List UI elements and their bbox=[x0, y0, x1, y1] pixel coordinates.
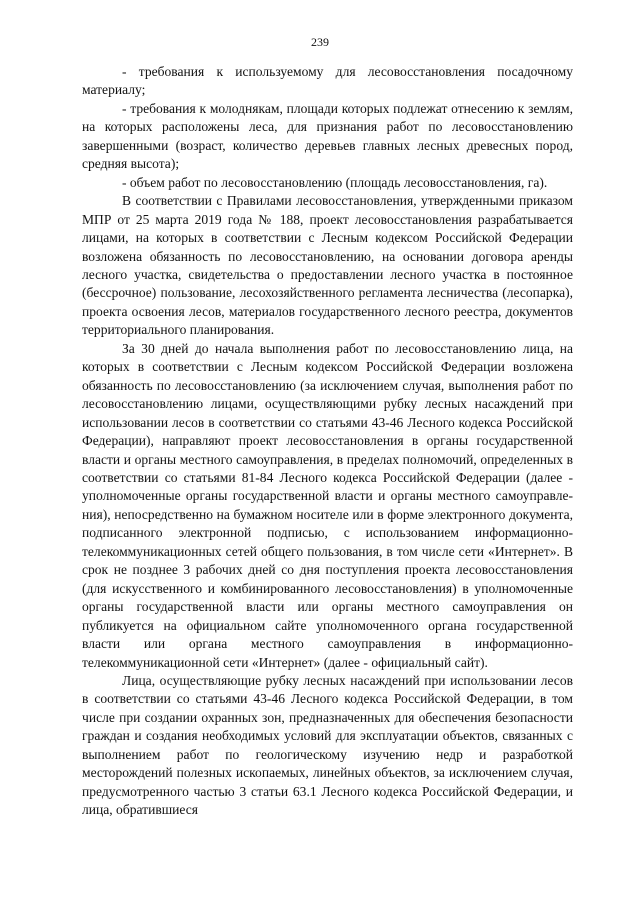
document-body bbox=[82, 63, 573, 820]
page-number: 239 bbox=[311, 35, 329, 49]
list-item-seedling-requirements: - требования к используемому для лесовосстановления посадочному материалу; bbox=[82, 64, 573, 98]
list-item-young-growth-requirements: - требования к молоднякам, площади которых подлежат отнесению к землям, на которых расположены леса, для признания работ по лесовосстановлению завершенными (возраст, количество деревьев главных лесных древесных пород, средняя высота); bbox=[82, 100, 573, 172]
paragraph-logging-persons: Лица, осуществляющие рубку лесных насаждений при использовании лесов в соответствии со статьями 43-46 Лесного кодекса Российской Федерации, в том числе при создании охранных зон, предназначенных для обеспечения безопасности граждан и создания необходимых условий для эксплуатации объектов, связанных с выполнением работ по геологическому изучению недр и разработкой месторождений полезных ископаемых, линейных объектов, за исключением случая, предусмотренного частью 3 статьи 63.1 Лесного кодекса Российской Федерации, и лица, обратившиеся bbox=[82, 672, 573, 818]
list-item-work-volume: - объем работ по лесовосстановлению (площадь лесовосстановления, га). bbox=[122, 174, 548, 190]
paragraph-project-submission: За 30 дней до начала выполнения работ по лесовосстановлению лица, на которых в соответствии с Лесным кодексом Российской Федерации возложена обязанность по лесовосстановлению (за исключением случая, выполнения работ по лесовосстановлению лицами, осуществляющими рубку лесных насаждений при использовании лесов в соответствии со статьями 43-46 Лесного кодекса Российской Федерации), направляют проект лесовосстановления в органы государственной власти и органы местного самоуправления, в пределах полномочий, определенных в соответствии со статьями 81-84 Лесного кодекса Российской Федерации (далее - уполномоченные органы государственной власти и органы местного самоуправления), непосредственно на бумажном носителе или в форме электронного документа, подписанного электронной подписью, с использованием информационно-телекоммуникационных сетей общего пользования, в том числе сети «Интернет». В срок не позднее 3 рабочих дней со дня поступления проекта лесовосстановления (для искусственного и комбинированного лесовосстановления) в уполномоченные органы государственной власти или органы местного самоуправления он публикуется на официальном сайте уполномоченного органа государственной власти или органа местного самоуправления в информационно-телекоммуникационной сети «Интернет» (далее - официальный сайт). bbox=[82, 340, 573, 670]
paragraph-project-development: В соответствии с Правилами лесовосстановления, утвержденными приказом МПР от 25 марта 2019 года № 188, проект лесовосстановления разрабатывается лицами, на которых в соответствии с Лесным кодексом Российской Федерации возложена обязанность по лесовосстановлению, на основании договора аренды лесного участка, свидетельства о предоставлении лесного участка в постоянное (бессрочное) пользование, лесохозяйственного регламента лесничества (лесопарка), проекта освоения лесов, материалов государственного лесного реестра, документов территориального планирования. bbox=[82, 193, 573, 338]
